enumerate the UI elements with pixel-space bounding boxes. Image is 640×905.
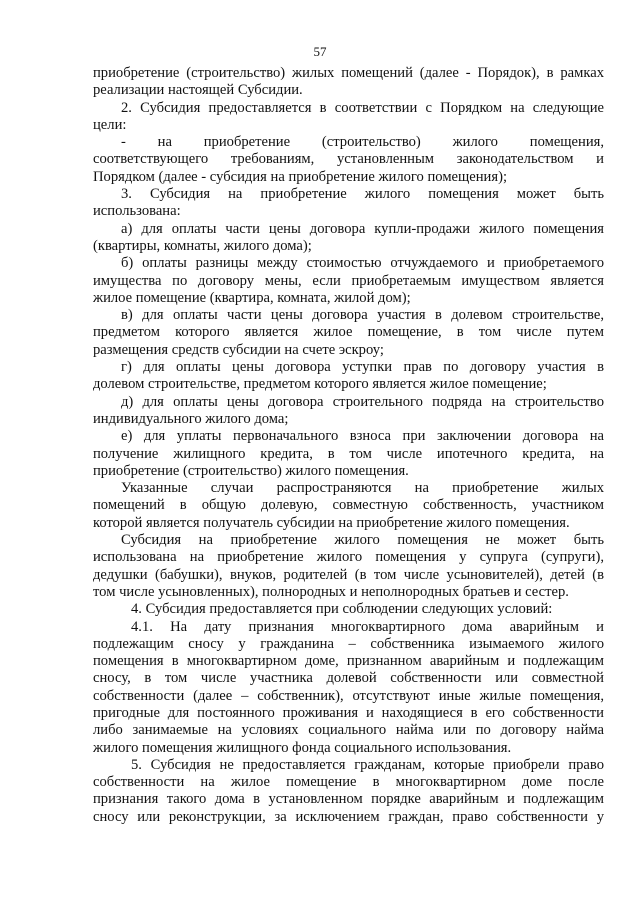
text-line: использована на приобретение жилого помещения у супруга (супруги),: [93, 549, 604, 566]
text-line: имущества по договору мены, если приобретаемым имуществом является: [93, 272, 604, 289]
text-line: собственности (далее – собственник), отсутствуют иные жилые помещения,: [93, 687, 604, 704]
text-line: 3. Субсидия на приобретение жилого помещения может быть: [121, 186, 604, 203]
text-line: том числе усыновленных), полнородных и неполнородных братьев и сестер.: [93, 583, 569, 600]
text-line: Указанные случаи распространяются на приобретение жилых: [121, 480, 604, 497]
text-line: получение жилищного кредита, в том числе ипотечного кредита, на: [93, 445, 604, 462]
text-line: (квартиры, комнаты, жилого дома);: [93, 237, 312, 254]
text-line: в) для оплаты части цены договора участия в долевом строительстве,: [121, 307, 604, 324]
text-line: приобретение (строительство) жилого помещения.: [93, 462, 409, 479]
text-line: предметом которого является жилое помещение, в том числе путем: [93, 324, 604, 341]
text-line: цели:: [93, 116, 127, 133]
text-line: сносу или реконструкции, за исключением граждан, право собственности у: [93, 808, 604, 825]
text-line: помещений в общую долевую, совместную собственность, участником: [93, 497, 604, 514]
text-line: использована:: [93, 203, 181, 220]
text-line: а) для оплаты части цены договора купли-продажи жилого помещения: [121, 220, 604, 237]
text-line: размещения средств субсидии на счете эскроу;: [93, 341, 384, 358]
text-line: 5. Субсидия не предоставляется гражданам, которые приобрели право: [131, 756, 604, 773]
text-line: дедушки (бабушки), внуков, родителей (в том числе усыновителей), детей (в: [93, 566, 604, 583]
text-line: которой является получатель субсидии на приобретение жилого помещения.: [93, 514, 570, 531]
text-line: собственности на жилое помещение в многоквартирном доме после: [93, 774, 604, 791]
text-line: Порядком (далее - субсидия на приобретение жилого помещения);: [93, 168, 507, 185]
text-line: - на приобретение (строительство) жилого помещения,: [121, 134, 604, 151]
text-line: реализации настоящей Субсидии.: [93, 82, 303, 99]
text-line: либо занимаемые на условиях социального найма или по договору найма: [93, 722, 604, 739]
text-line: б) оплаты разницы между стоимостью отчуждаемого и приобретаемого: [121, 255, 604, 272]
text-line: индивидуального жилого дома;: [93, 410, 289, 427]
text-line: подлежащим сносу у гражданина – собственника изымаемого жилого: [93, 635, 604, 652]
text-line: долевом строительстве, предметом которого является жилое помещение;: [93, 376, 547, 393]
text-line: приобретение (строительство) жилых помещений (далее - Порядок), в рамках: [93, 65, 604, 81]
text-line: жилого помещения жилищного фонда социального использования.: [93, 739, 512, 756]
page-number: 57: [313, 44, 327, 59]
text-line: 4. Субсидия предоставляется при соблюдении следующих условий:: [131, 601, 553, 618]
document-body: [93, 65, 604, 826]
text-line: 4.1. На дату признания многоквартирного дома аварийным и: [131, 618, 604, 635]
text-line: е) для уплаты первоначального взноса при заключении договора на: [121, 428, 604, 445]
text-line: 2. Субсидия предоставляется в соответствии с Порядком на следующие: [121, 99, 604, 116]
text-line: соответствующего требованиям, установленным законодательством и: [93, 151, 604, 168]
text-line: пригодные для постоянного проживания и находящиеся в его собственности: [93, 704, 604, 721]
text-line: д) для оплаты цены договора строительного подряда на строительство: [121, 393, 604, 410]
text-line: г) для оплаты цены договора уступки прав по договору участия в: [121, 359, 604, 376]
text-line: признания такого дома в установленном порядке аварийным и подлежащим: [93, 791, 604, 808]
text-line: Субсидия на приобретение жилого помещения не может быть: [121, 532, 604, 549]
text-line: помещения в многоквартирном доме, признанном аварийным и подлежащим: [93, 653, 604, 670]
text-line: сносу, в том числе участника долевой собственности или совместной: [93, 670, 604, 687]
text-line: жилое помещение (квартира, комната, жилой дом);: [93, 289, 411, 306]
